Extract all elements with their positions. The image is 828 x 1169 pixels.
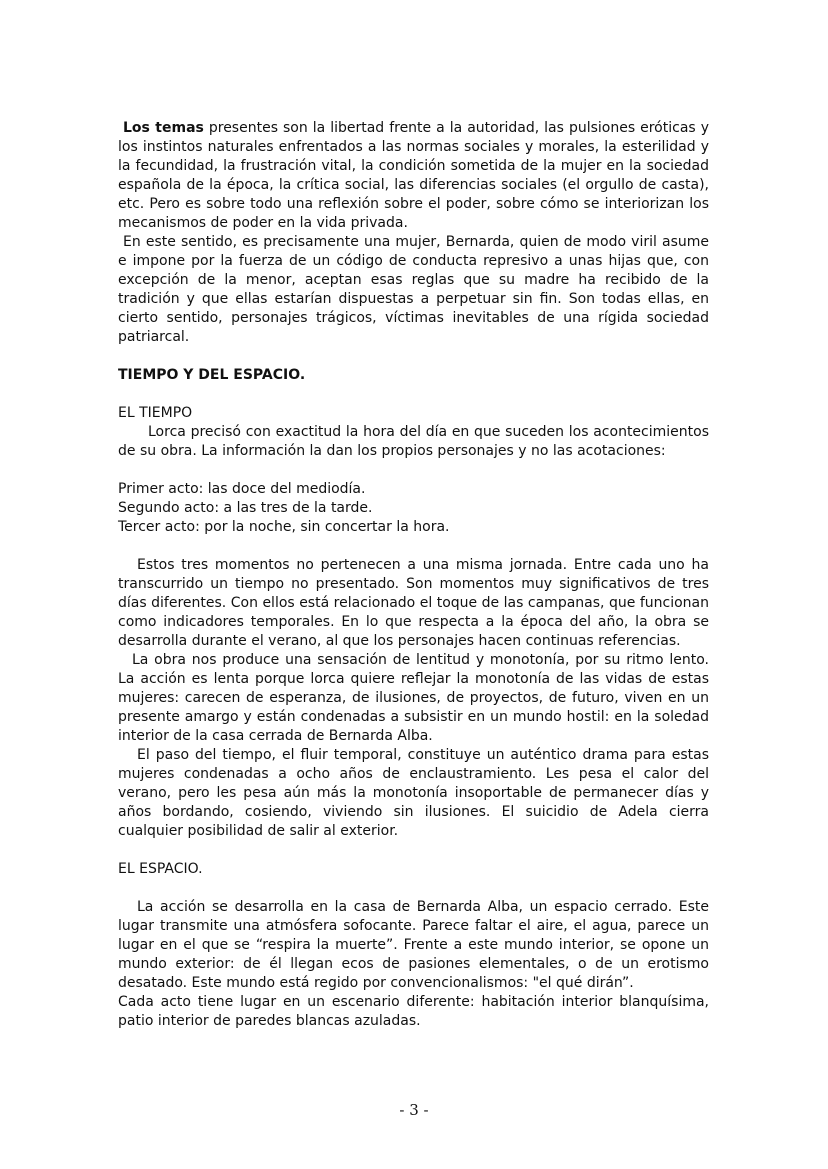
themes-text: presentes son la libertad frente a la autoridad, las pulsiones eróticas y los instintos naturales enfrentados a las normas sociales y morales, la esterilidad y la fecundidad, la frustración vital, la condición sometida de la mujer en la sociedad española de la época, la crítica social, las diferencias sociales (el orgullo de casta), etc. Pero es sobre todo una reflexión sobre el poder, sobre cómo se interiorizan los mecanismos de poder en la vida privada. [118,120,709,231]
section-heading: TIEMPO Y DEL ESPACIO. [118,367,306,383]
tiempo-paragraph-1: Estos tres momentos no pertenecen a una misma jornada. Entre cada uno ha transcurrido un tiempo no presentado. Son momentos muy significativos de tres días diferentes. Con ellos está relacionado el toque de las campanas, que funcionan como indicadores temporales. En lo que respecta a la época del año, la obra se desarrolla durante el verano, al que los personajes hacen continuas referencias. [118,557,709,649]
tiempo-label: EL TIEMPO [118,405,193,421]
themes-lead: Los temas [123,120,204,136]
act-line-2: Segundo acto: a las tres de la tarde. [118,500,373,516]
bernarda-paragraph: En este sentido, es precisamente una mujer, Bernarda, quien de modo viril asume e impone por la fuerza de un código de conducta represivo a unas hijas que, con excepción de la menor, aceptan esas reglas que su madre ha recibido de la tradición y que ellas estarían dispuestas a perpetuar sin fin. Son todas ellas, en cierto sentido, personajes trágicos, víctimas inevitables de una rígida sociedad patriarcal. [118,234,709,345]
act-line-1: Primer acto: las doce del mediodía. [118,481,366,497]
themes-paragraph [118,119,709,233]
espacio-label: EL ESPACIO. [118,861,203,877]
espacio-paragraph-2: Cada acto tiene lugar en un escenario diferente: habitación interior blanquísima, patio interior de paredes blancas azuladas. [118,994,709,1029]
tiempo-intro-paragraph: Lorca precisó con exactitud la hora del día en que suceden los acontecimientos de su obra. La información la dan los propios personajes y no las acotaciones: [118,424,709,459]
tiempo-paragraph-3: El paso del tiempo, el fluir temporal, constituye un auténtico drama para estas mujeres condenadas a ocho años de enclaustramiento. Les pesa el calor del verano, pero les pesa aún más la monotonía insoportable de permanecer días y años bordando, cosiendo, viviendo sin ilusiones. El suicidio de Adela cierra cualquier posibilidad de salir al exterior. [118,747,709,839]
page-number: - 3 - [399,1101,429,1119]
act-line-3: Tercer acto: por la noche, sin concertar la hora. [118,519,450,535]
espacio-paragraph-1: La acción se desarrolla en la casa de Bernarda Alba, un espacio cerrado. Este lugar transmite una atmósfera sofocante. Parece faltar el aire, el agua, parece un lugar en el que se “respira la muerte”. Frente a este mundo interior, se opone un mundo exterior: de él llegan ecos de pasiones elementales, o de un erotismo desatado. Este mundo está regido por convencionalismos: "el qué dirán”. [118,899,709,991]
page-body [118,119,709,1031]
tiempo-paragraph-2: La obra nos produce una sensación de lentitud y monotonía, por su ritmo lento. La acción es lenta porque lorca quiere reflejar la monotonía de las vidas de estas mujeres: carecen de esperanza, de ilusiones, de proyectos, de futuro, viven en un presente amargo y están condenadas a subsistir en un mundo hostil: en la soledad interior de la casa cerrada de Bernarda Alba. [118,652,709,744]
